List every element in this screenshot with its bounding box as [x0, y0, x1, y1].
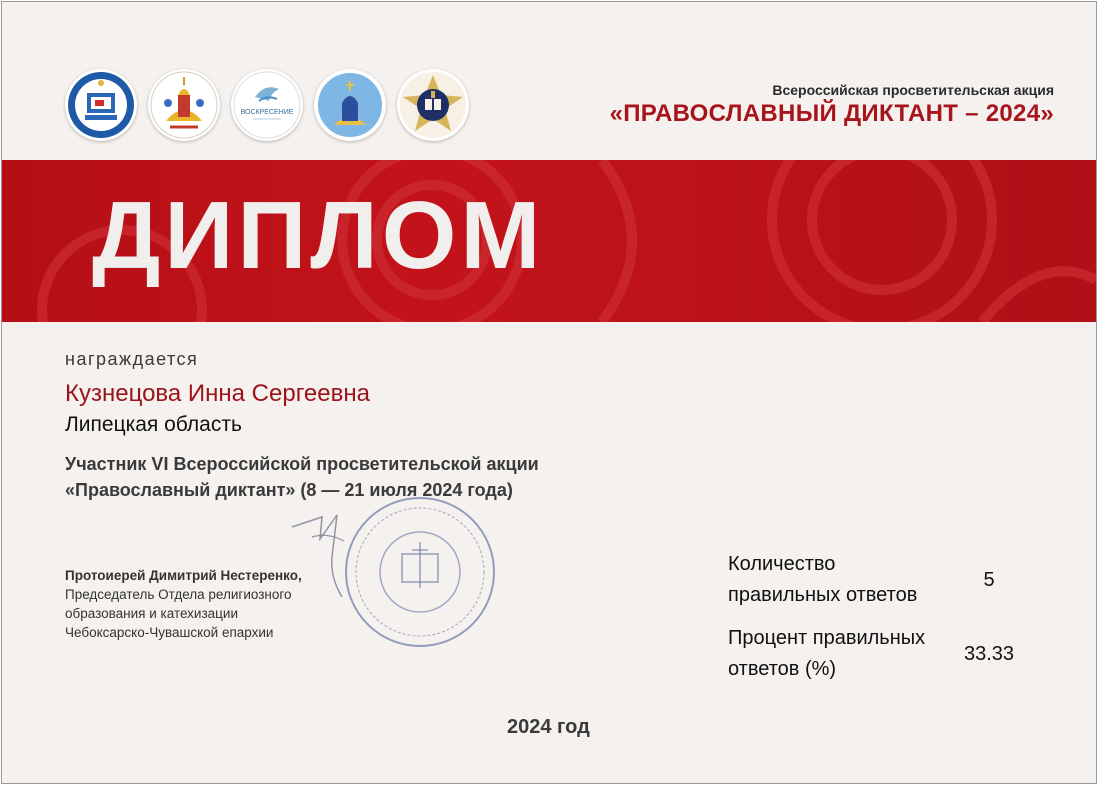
participation-line-1: Участник VI Всероссийской просветительской акции	[65, 454, 539, 474]
results-row	[722, 543, 1062, 617]
correct-percent-label: Процент правильных ответов (%)	[728, 627, 926, 680]
chuvash-church-emblem-icon	[148, 69, 220, 141]
voskresenie-dove-icon	[231, 69, 303, 141]
recipient-region: Липецкая область	[65, 413, 242, 436]
signer-position-2: образования и катехизации	[65, 606, 238, 621]
participation-line-2: «Православный диктант» (8 — 21 июля 2024 года)	[65, 480, 513, 500]
svg-text:ВОСКРЕСЕНИЕ: ВОСКРЕСЕНИЕ	[240, 109, 294, 116]
signer-name: Протоиерей Димитрий Нестеренко,	[65, 568, 302, 583]
event-subtitle: Всероссийская просветительская акция	[772, 82, 1054, 98]
signer-block	[65, 566, 395, 642]
correct-percent-value: 33.33	[963, 642, 1015, 665]
correct-count-value: 5	[983, 568, 995, 591]
signer-position-3: Чебоксарско-Чувашской епархии	[65, 625, 274, 640]
awarded-label: награждается	[65, 349, 199, 369]
signer-position-1: Председатель Отдела религиозного	[65, 587, 292, 602]
religious-education-seal-icon	[397, 69, 469, 141]
event-title: «ПРАВОСЛАВНЫЙ ДИКТАНТ – 2024»	[609, 100, 1054, 127]
recipient-name: Кузнецова Инна Сергеевна	[65, 380, 370, 407]
church-dome-icon	[314, 69, 386, 141]
results-row	[722, 617, 1062, 691]
correct-count-label: Количество правильных ответов	[728, 553, 918, 606]
diploma-year: 2024 год	[507, 716, 590, 738]
diploma-page	[1, 1, 1097, 784]
results-table	[722, 543, 1062, 691]
education-emblem-icon	[65, 69, 137, 141]
diploma-title: ДИПЛОМ	[92, 182, 545, 289]
